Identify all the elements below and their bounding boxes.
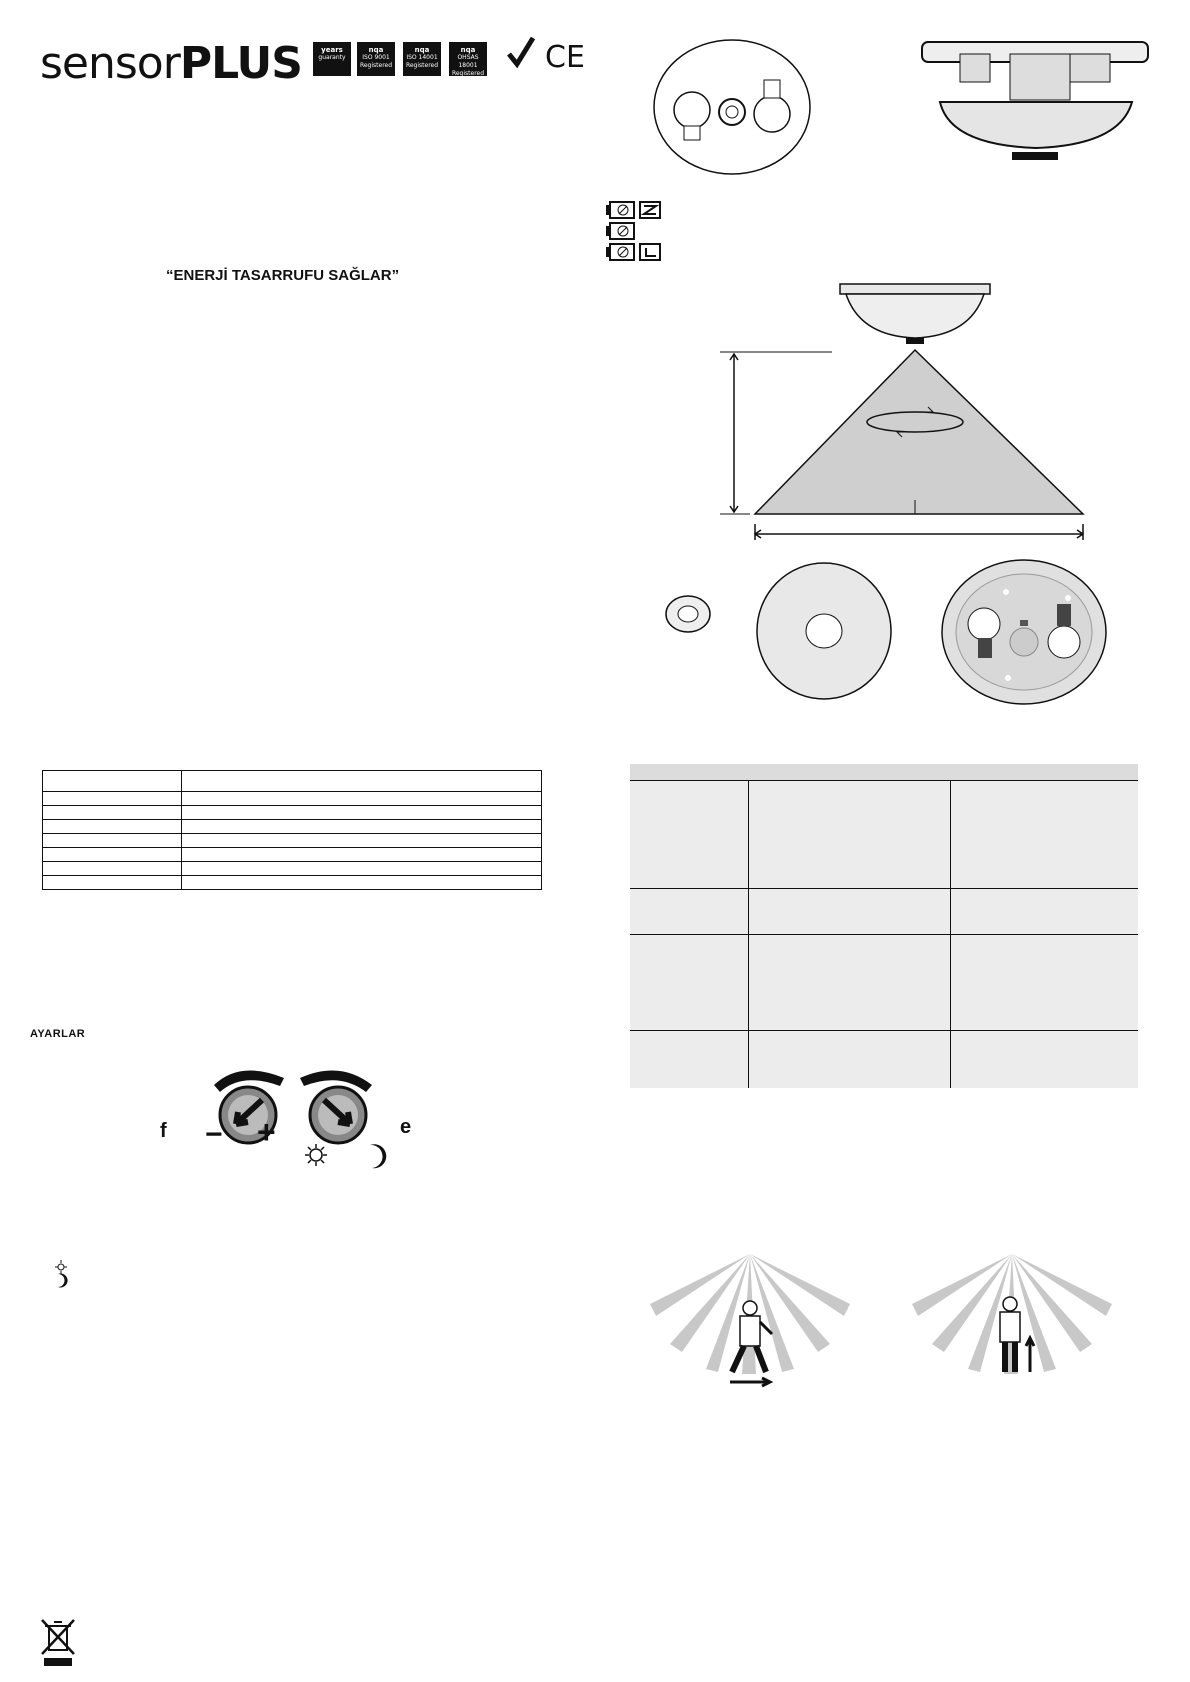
motion-across-diagram [650,1254,860,1394]
bulb-icon [968,608,1000,640]
table-header [630,764,1138,781]
base-plate [940,558,1110,708]
terminal-icon [606,202,634,218]
brand-bold: PLUS [179,38,302,89]
cert-title: years [321,46,343,54]
table-row [630,1030,1138,1031]
cert-title: nqa [368,46,384,54]
table-row [43,876,542,890]
cover-disc [756,562,896,702]
tagline: “ENERJİ TASARRUFU SAĞLAR” [166,267,400,284]
table-row [43,806,542,820]
cert-sub: ISO 14001 Registered [405,54,439,69]
brand-logo [40,38,302,89]
sensor-top-view [652,38,812,176]
arrow-right-icon [730,1378,770,1386]
knob-right-letter: e [400,1116,412,1138]
table-row [43,862,542,876]
sun-icon [305,1144,327,1166]
spec-table [42,770,542,890]
terminal-block [606,200,666,262]
cert-iso14001 [403,42,441,76]
cert-title: nqa [460,46,476,54]
sensor-side-view [920,40,1150,170]
table-row [630,888,1138,889]
knob-left-letter: f [160,1120,167,1142]
adjustment-knobs [200,1060,390,1170]
table-row [43,820,542,834]
height-dimension [730,354,738,512]
detection-range-diagram [720,278,1100,552]
table-row [43,848,542,862]
bulb-icon [674,92,710,128]
width-dimension [755,524,1083,540]
terminal-icon [606,244,634,260]
table-row [630,934,1138,935]
cert-sub: guaranty [318,54,346,61]
brand-light: sensor [40,38,180,89]
cert-sub: ISO 9001 Registered [359,54,393,69]
sensor-lens-icon [1010,628,1038,656]
troubleshooting-table [630,764,1138,1088]
ce-mark: CE [545,40,585,75]
terminal-icon [606,223,634,239]
arrow-up-icon [1026,1338,1034,1372]
table-row [43,792,542,806]
settings-title: AYARLAR [30,1028,86,1040]
checkmark-icon [506,36,536,68]
table-row [43,771,542,792]
cert-guaranty [313,42,351,76]
bulb-icon [754,96,790,132]
bulb-icon [1048,626,1080,658]
minus-sign: − [205,1118,223,1151]
cert-title: nqa [414,46,430,54]
cert-sub: OHSAS 18001 Registered [451,54,485,77]
lux-knob[interactable] [310,1087,366,1143]
cert-iso9001 [357,42,395,76]
washer-ring [664,594,714,634]
moon-icon [370,1144,386,1168]
sun-moon-icon [52,1258,72,1288]
cert-ohsas [449,42,487,76]
plus-sign: + [257,1114,276,1150]
motion-toward-diagram [912,1254,1122,1394]
table-row [43,834,542,848]
crossed-bin-icon [40,1618,76,1668]
